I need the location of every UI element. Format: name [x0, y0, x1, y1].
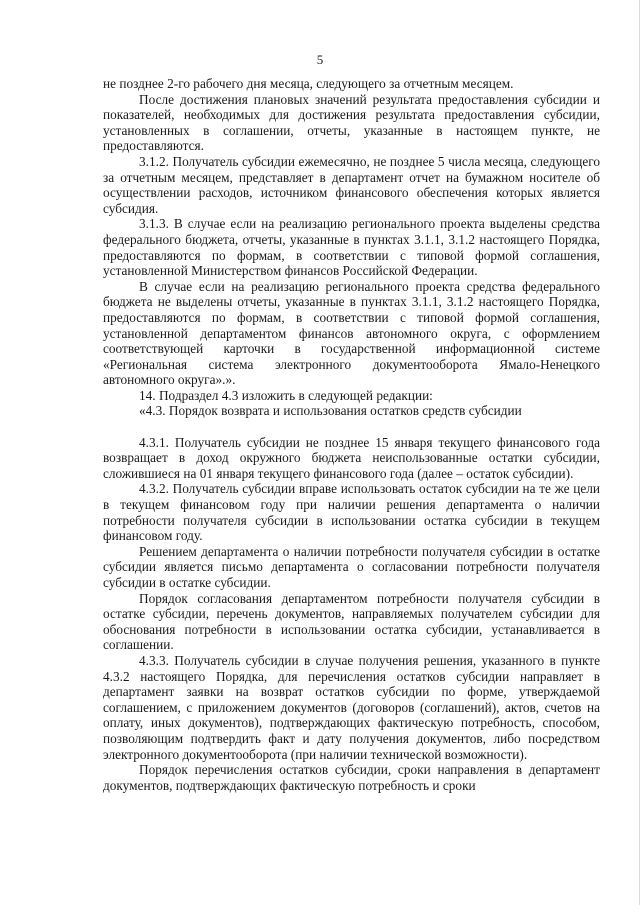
paragraph: Решением департамента о наличии потребности получателя субсидии в остатке субсидии является письмо департамента о согласовании потребности получателя субсидии в остатке субсидии.	[103, 543, 600, 590]
paragraph: Порядок согласования департаментом потребности получателя субсидии в остатке субсидии, перечень документов, направляемых получателем субсидии для обоснования потребности в использовании остатка субсидии, устанавливается в соглашении.	[103, 590, 600, 653]
document-text	[103, 76, 600, 793]
paragraph: 4.3.1. Получатель субсидии не позднее 15 января текущего финансового года возвращает в доход окружного бюджета неиспользованные остатки субсидии, сложившиеся на 01 января текущего финансового года (далее – остаток субсидии).	[103, 434, 600, 481]
paragraph: 4.3.2. Получатель субсидии вправе использовать остаток субсидии на те же цели в текущем финансовом году при наличии решения департамента о наличии потребности получателя субсидии в использовании остатка субсидии в текущем финансовом году.	[103, 481, 600, 544]
paragraph: После достижения плановых значений результата предоставления субсидии и показателей, необходимых для достижения результата предоставления субсидии, установленных в соглашении, отчеты, указанные в настоящем пункте, не предоставляются.	[103, 91, 600, 154]
paragraph: не позднее 2-го рабочего дня месяца, следующего за отчетным месяцем.	[103, 76, 514, 91]
paragraph: Порядок перечисления остатков субсидии, сроки направления в департамент документов, подтверждающих фактическую потребность и сроки	[103, 762, 600, 793]
paragraph: 3.1.2. Получатель субсидии ежемесячно, не позднее 5 числа месяца, следующего за отчетным месяцем, представляет в департамент отчет на бумажном носителе об осуществлении расходов, источником финансового обеспечения которых является субсидия.	[103, 153, 600, 216]
amendment-instruction: 14. Подраздел 4.3 изложить в следующей редакции:	[139, 387, 433, 403]
paragraph: В случае если на реализацию регионального проекта средства федерального бюджета не выделены отчеты, указанные в пунктах 3.1.1, 3.1.2 настоящего Порядка, предоставляются по формам, в соответствии с типовой формой соглашения, установленной департаментом финансов автономного округа, с оформлением соответствующей карточки в государственной информационной системе «Региональная система электронного документооборота Ямало-Ненецкого автономного округа».».	[103, 278, 600, 388]
page-number: 5	[316, 52, 324, 67]
section-heading: «4.3. Порядок возврата и использования остатков средств субсидии	[139, 403, 522, 419]
paragraph: 3.1.3. В случае если на реализацию регионального проекта выделены средства федерального бюджета, отчеты, указанные в пунктах 3.1.1, 3.1.2 настоящего Порядка, предоставляются по формам, в соответствии с типовой формой соглашения, установленной Министерством финансов Российской Федерации.	[103, 216, 600, 279]
blank-line	[103, 419, 600, 435]
paragraph: 4.3.3. Получатель субсидии в случае получения решения, указанного в пункте 4.3.2 настоящего Порядка, для перечисления остатков субсидии направляет в департамент заявки на возврат остатков субсидии по форме, утверждаемой соглашением, с приложением документов (договоров (соглашений), актов, счетов на оплату, иных документов), подтверждающих фактическую потребность, способом, позволяющим подтвердить факт и дату получения документов, либо посредством электронного документооборота (при наличии технической возможности).	[103, 652, 600, 762]
